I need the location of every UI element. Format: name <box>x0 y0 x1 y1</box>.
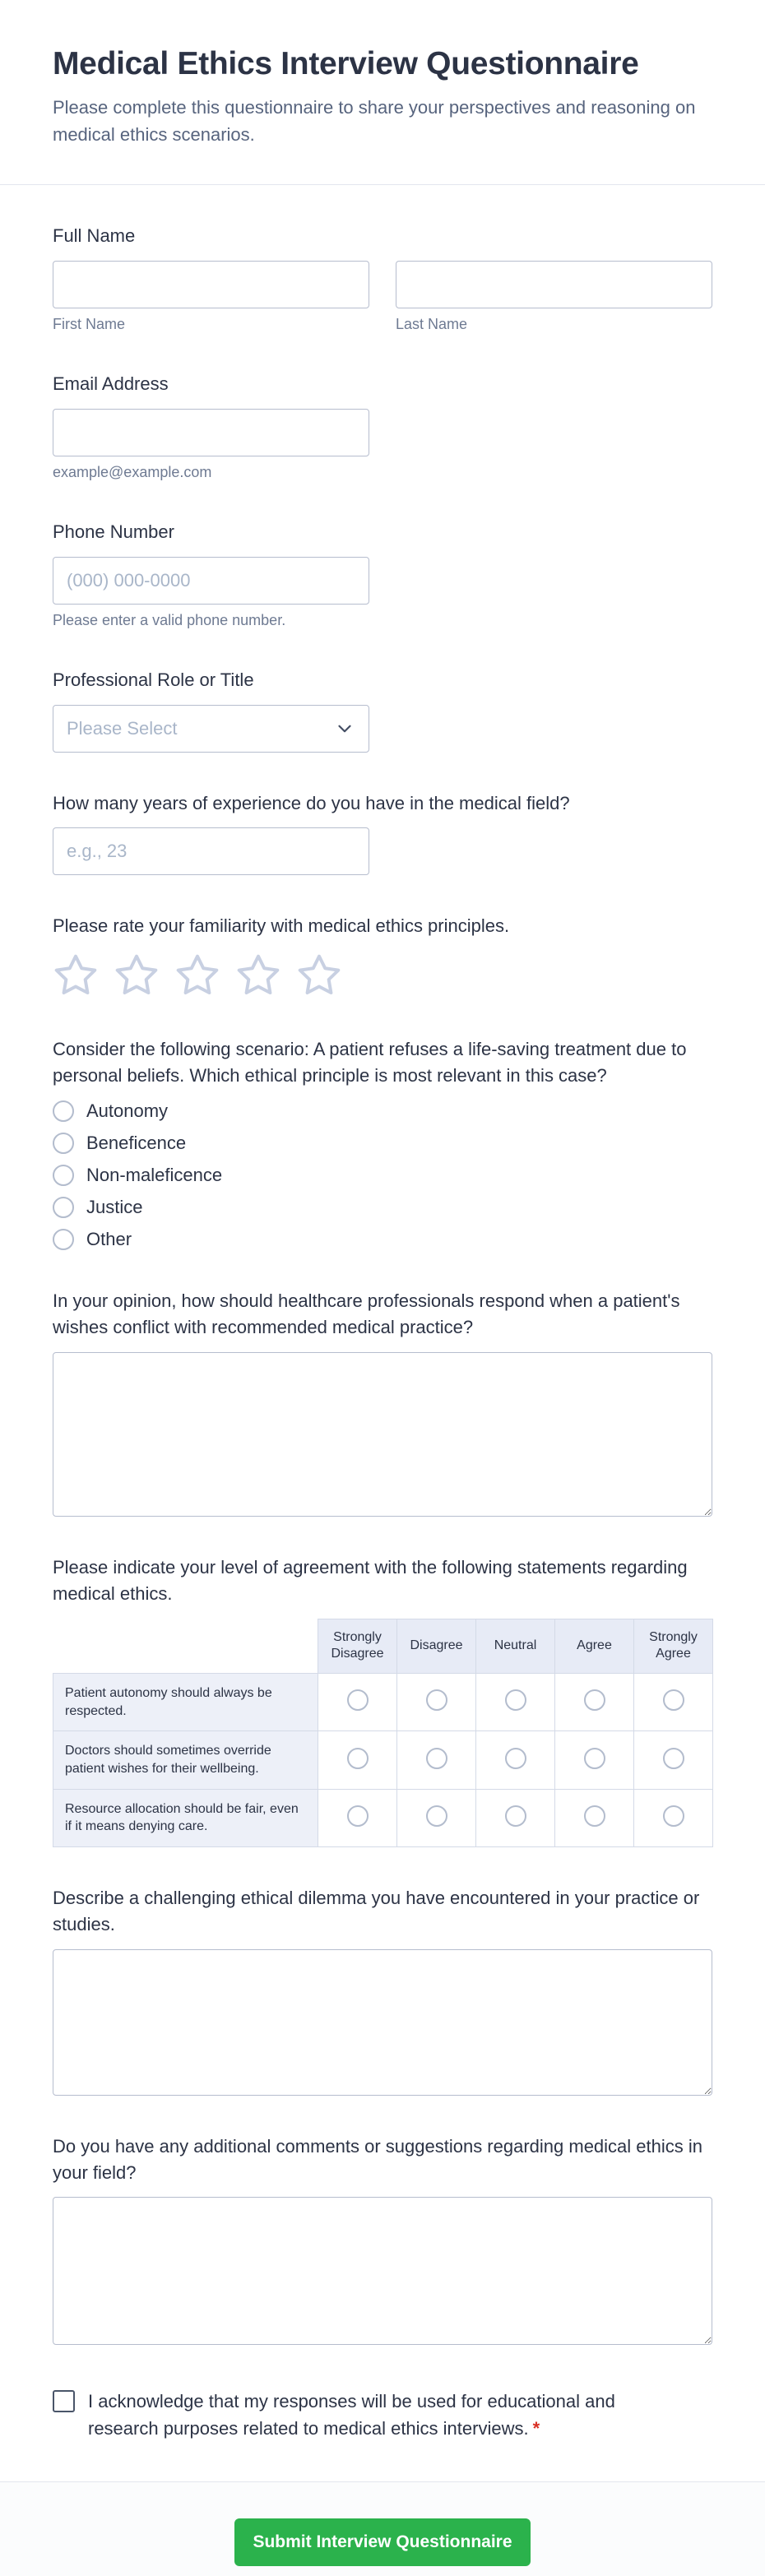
matrix-radio[interactable] <box>663 1748 684 1769</box>
matrix-cell[interactable] <box>318 1674 397 1731</box>
radio-icon[interactable] <box>53 1229 74 1250</box>
matrix-corner-cell <box>53 1619 318 1674</box>
scenario-label: Consider the following scenario: A patient refuses a life-saving treatment due to personal beliefs. Which ethical principle is most relevant in this case? <box>53 1039 687 1086</box>
question-familiarity-rating <box>53 913 712 998</box>
matrix-radio[interactable] <box>584 1748 605 1769</box>
email-label: Email Address <box>53 373 169 394</box>
matrix-row-label: Resource allocation should be fair, even if it means denying care. <box>53 1789 318 1846</box>
first-name-input[interactable] <box>53 261 369 308</box>
conflict-response-textarea[interactable] <box>53 1352 712 1517</box>
form-footer <box>0 2482 765 2576</box>
matrix-radio[interactable] <box>505 1689 526 1711</box>
role-select[interactable] <box>53 705 369 753</box>
radio-option-autonomy[interactable] <box>53 1100 712 1122</box>
full-name-label: Full Name <box>53 225 136 246</box>
scenario-options <box>53 1100 712 1250</box>
matrix-cell[interactable] <box>634 1674 713 1731</box>
question-phone <box>53 519 712 629</box>
form-body <box>0 185 765 2481</box>
acknowledgement-text: I acknowledge that my responses will be used for educational and research purposes related to medical ethics interviews. <box>88 2391 615 2439</box>
phone-label: Phone Number <box>53 521 174 542</box>
matrix-row <box>53 1789 713 1846</box>
radio-icon[interactable] <box>53 1197 74 1218</box>
matrix-radio[interactable] <box>584 1689 605 1711</box>
star-icon[interactable] <box>296 952 342 998</box>
star-icon[interactable] <box>114 952 160 998</box>
star-icon[interactable] <box>174 952 220 998</box>
full-name-inputs <box>53 261 712 333</box>
matrix-row <box>53 1674 713 1731</box>
matrix-header-row <box>53 1619 713 1674</box>
first-name-group <box>53 261 369 333</box>
matrix-radio[interactable] <box>347 1805 369 1827</box>
email-sublabel: example@example.com <box>53 463 212 480</box>
first-name-sublabel: First Name <box>53 315 126 332</box>
matrix-row-label: Doctors should sometimes override patient wishes for their wellbeing. <box>53 1731 318 1789</box>
role-label: Professional Role or Title <box>53 669 254 690</box>
matrix-radio[interactable] <box>347 1748 369 1769</box>
matrix-radio[interactable] <box>505 1748 526 1769</box>
matrix-cell[interactable] <box>476 1789 555 1846</box>
question-scenario <box>53 1036 712 1250</box>
matrix-radio[interactable] <box>584 1805 605 1827</box>
phone-sublabel: Please enter a valid phone number. <box>53 611 286 628</box>
matrix-cell[interactable] <box>555 1674 634 1731</box>
matrix-cell[interactable] <box>318 1789 397 1846</box>
matrix-cell[interactable] <box>555 1731 634 1789</box>
matrix-column-header: Strongly Agree <box>634 1619 713 1674</box>
matrix-cell[interactable] <box>634 1789 713 1846</box>
submit-button[interactable]: Submit Interview Questionnaire <box>234 2518 530 2566</box>
question-comments <box>53 2134 712 2346</box>
last-name-group <box>396 261 712 333</box>
question-full-name <box>53 223 712 333</box>
radio-option-non-maleficence[interactable] <box>53 1165 712 1186</box>
role-select-value: Please Select <box>67 717 178 739</box>
matrix-cell[interactable] <box>476 1674 555 1731</box>
star-icon[interactable] <box>53 952 99 998</box>
radio-icon[interactable] <box>53 1100 74 1122</box>
matrix-column-header: Strongly Disagree <box>318 1619 397 1674</box>
radio-icon[interactable] <box>53 1133 74 1154</box>
conflict-response-label: In your opinion, how should healthcare professionals respond when a patient's wishes conflict with recommended medical practice? <box>53 1290 680 1338</box>
required-asterisk: * <box>532 2418 540 2439</box>
radio-option-label: Non-maleficence <box>86 1165 223 1186</box>
radio-option-beneficence[interactable] <box>53 1133 712 1154</box>
last-name-sublabel: Last Name <box>396 315 468 332</box>
experience-input[interactable] <box>53 827 369 875</box>
matrix-cell[interactable] <box>634 1731 713 1789</box>
matrix-cell[interactable] <box>476 1731 555 1789</box>
agreement-matrix-table <box>53 1619 713 1847</box>
question-role <box>53 667 712 753</box>
email-field[interactable] <box>53 409 369 456</box>
radio-icon[interactable] <box>53 1165 74 1186</box>
comments-label: Do you have any additional comments or suggestions regarding medical ethics in your field? <box>53 2135 702 2183</box>
matrix-cell[interactable] <box>397 1674 476 1731</box>
matrix-column-header: Disagree <box>397 1619 476 1674</box>
matrix-column-header: Neutral <box>476 1619 555 1674</box>
matrix-cell[interactable] <box>397 1731 476 1789</box>
chevron-down-icon <box>334 718 355 739</box>
acknowledgement-label <box>88 2388 664 2442</box>
matrix-radio[interactable] <box>347 1689 369 1711</box>
page-title: Medical Ethics Interview Questionnaire <box>53 46 639 81</box>
radio-option-label: Justice <box>86 1197 143 1218</box>
form-header <box>0 0 765 184</box>
matrix-radio[interactable] <box>663 1689 684 1711</box>
radio-option-label: Beneficence <box>86 1133 187 1154</box>
question-experience <box>53 790 712 876</box>
comments-textarea[interactable] <box>53 2197 712 2345</box>
experience-label: How many years of experience do you have in the medical field? <box>53 792 570 813</box>
radio-option-label: Autonomy <box>86 1100 169 1122</box>
familiarity-label: Please rate your familiarity with medical ethics principles. <box>53 915 510 937</box>
dilemma-label: Describe a challenging ethical dilemma you have encountered in your practice or studies. <box>53 1887 700 1934</box>
matrix-radio[interactable] <box>505 1805 526 1827</box>
matrix-radio[interactable] <box>426 1689 447 1711</box>
matrix-column-header: Agree <box>555 1619 634 1674</box>
question-acknowledgement <box>53 2388 712 2442</box>
matrix-radio[interactable] <box>663 1805 684 1827</box>
phone-input[interactable] <box>53 557 369 605</box>
question-email <box>53 371 712 481</box>
page-subtitle: Please complete this questionnaire to share your perspectives and reasoning on medical ethics scenarios. <box>53 97 696 145</box>
question-agreement-matrix <box>53 1554 712 1847</box>
star-rating <box>53 952 712 998</box>
question-conflict-response <box>53 1288 712 1517</box>
matrix-radio[interactable] <box>426 1748 447 1769</box>
matrix-cell[interactable] <box>397 1789 476 1846</box>
radio-option-label: Other <box>86 1229 132 1250</box>
question-dilemma <box>53 1885 712 2096</box>
matrix-row-label: Patient autonomy should always be respected. <box>53 1674 318 1731</box>
matrix-cell[interactable] <box>555 1789 634 1846</box>
matrix-row <box>53 1731 713 1789</box>
dilemma-textarea[interactable] <box>53 1949 712 2096</box>
radio-option-other[interactable] <box>53 1229 712 1250</box>
matrix-cell[interactable] <box>318 1731 397 1789</box>
matrix-radio[interactable] <box>426 1805 447 1827</box>
star-icon[interactable] <box>235 952 281 998</box>
last-name-input[interactable] <box>396 261 712 308</box>
agreement-matrix-label: Please indicate your level of agreement with the following statements regarding medical ethics. <box>53 1556 688 1604</box>
acknowledgement-checkbox[interactable] <box>53 2390 75 2412</box>
radio-option-justice[interactable] <box>53 1197 712 1218</box>
